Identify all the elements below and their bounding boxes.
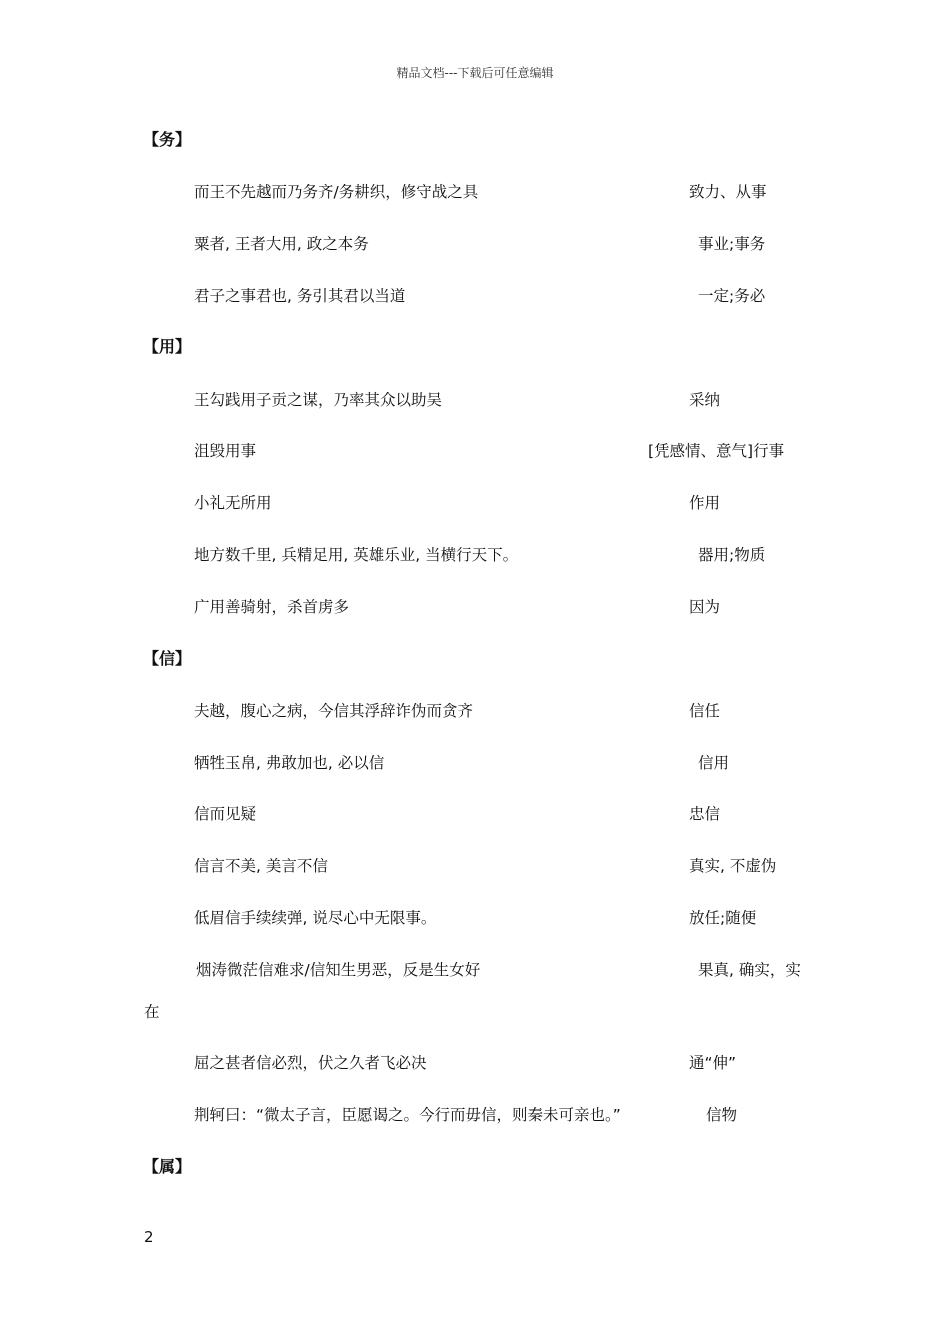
entry-definition: 事业;事务 bbox=[698, 235, 766, 253]
entry-text: 广用善骑射，杀首虏多 bbox=[194, 598, 350, 616]
section-heading-xin: 【信】 bbox=[143, 649, 192, 668]
entry-text: 荆轲曰：“微太子言，臣愿谒之。今行而毋信，则秦未可亲也。” bbox=[194, 1106, 621, 1124]
entry-definition: 通“伸” bbox=[689, 1054, 737, 1072]
entry-text: 地方数千里, 兵精足用, 英雄乐业, 当横行天下。 bbox=[194, 546, 519, 564]
entry-text: 信言不美, 美言不信 bbox=[194, 857, 328, 875]
entry-text: 粟者, 王者大用, 政之本务 bbox=[194, 235, 369, 253]
page-header: 精品文档---下载后可任意编辑 bbox=[396, 66, 554, 80]
entry-definition: 器用;物质 bbox=[698, 546, 766, 564]
entry-text: 君子之事君也, 务引其君以当道 bbox=[194, 287, 406, 305]
entry-text: 王勾践用子贡之谋，乃率其众以助吴 bbox=[194, 391, 443, 409]
section-heading-yong: 【用】 bbox=[143, 337, 192, 356]
entry-definition: [凭感情、意气]行事 bbox=[648, 442, 785, 460]
entry-definition: 采纳 bbox=[689, 391, 721, 409]
entry-definition: 因为 bbox=[689, 598, 721, 616]
entry-text: 屈之甚者信必烈，伏之久者飞必决 bbox=[194, 1054, 427, 1072]
section-heading-shu: 【属】 bbox=[143, 1157, 192, 1176]
entry-definition: 真实, 不虚伪 bbox=[689, 857, 777, 875]
entry-definition: 信用 bbox=[698, 754, 730, 772]
entry-definition: 放任;随便 bbox=[689, 909, 757, 927]
entry-definition: 信任 bbox=[689, 702, 721, 720]
section-heading-wu: 【务】 bbox=[143, 130, 192, 149]
entry-definition: 果真, 确实，实 bbox=[698, 961, 801, 979]
entry-definition: 信物 bbox=[706, 1106, 738, 1124]
entry-definition-wrap: 在 bbox=[144, 1003, 160, 1021]
page-number: 2 bbox=[144, 1228, 154, 1246]
entry-text: 烟涛微茫信难求/信知生男恶，反是生女好 bbox=[196, 961, 481, 979]
entry-text: 沮毁用事 bbox=[194, 442, 257, 460]
entry-definition: 致力、从事 bbox=[689, 183, 767, 201]
entry-text: 而王不先越而乃务齐/务耕织，修守战之具 bbox=[194, 183, 479, 201]
entry-text: 牺牲玉帛, 弗敢加也, 必以信 bbox=[194, 754, 385, 772]
entry-text: 小礼无所用 bbox=[194, 494, 272, 512]
entry-text: 信而见疑 bbox=[194, 805, 257, 823]
entry-definition: 一定;务必 bbox=[698, 287, 766, 305]
entry-text: 低眉信手续续弹, 说尽心中无限事。 bbox=[194, 909, 437, 927]
entry-definition: 作用 bbox=[689, 494, 721, 512]
entry-definition: 忠信 bbox=[689, 805, 721, 823]
entry-text: 夫越，腹心之病，今信其浮辞诈伪而贪齐 bbox=[194, 702, 474, 720]
